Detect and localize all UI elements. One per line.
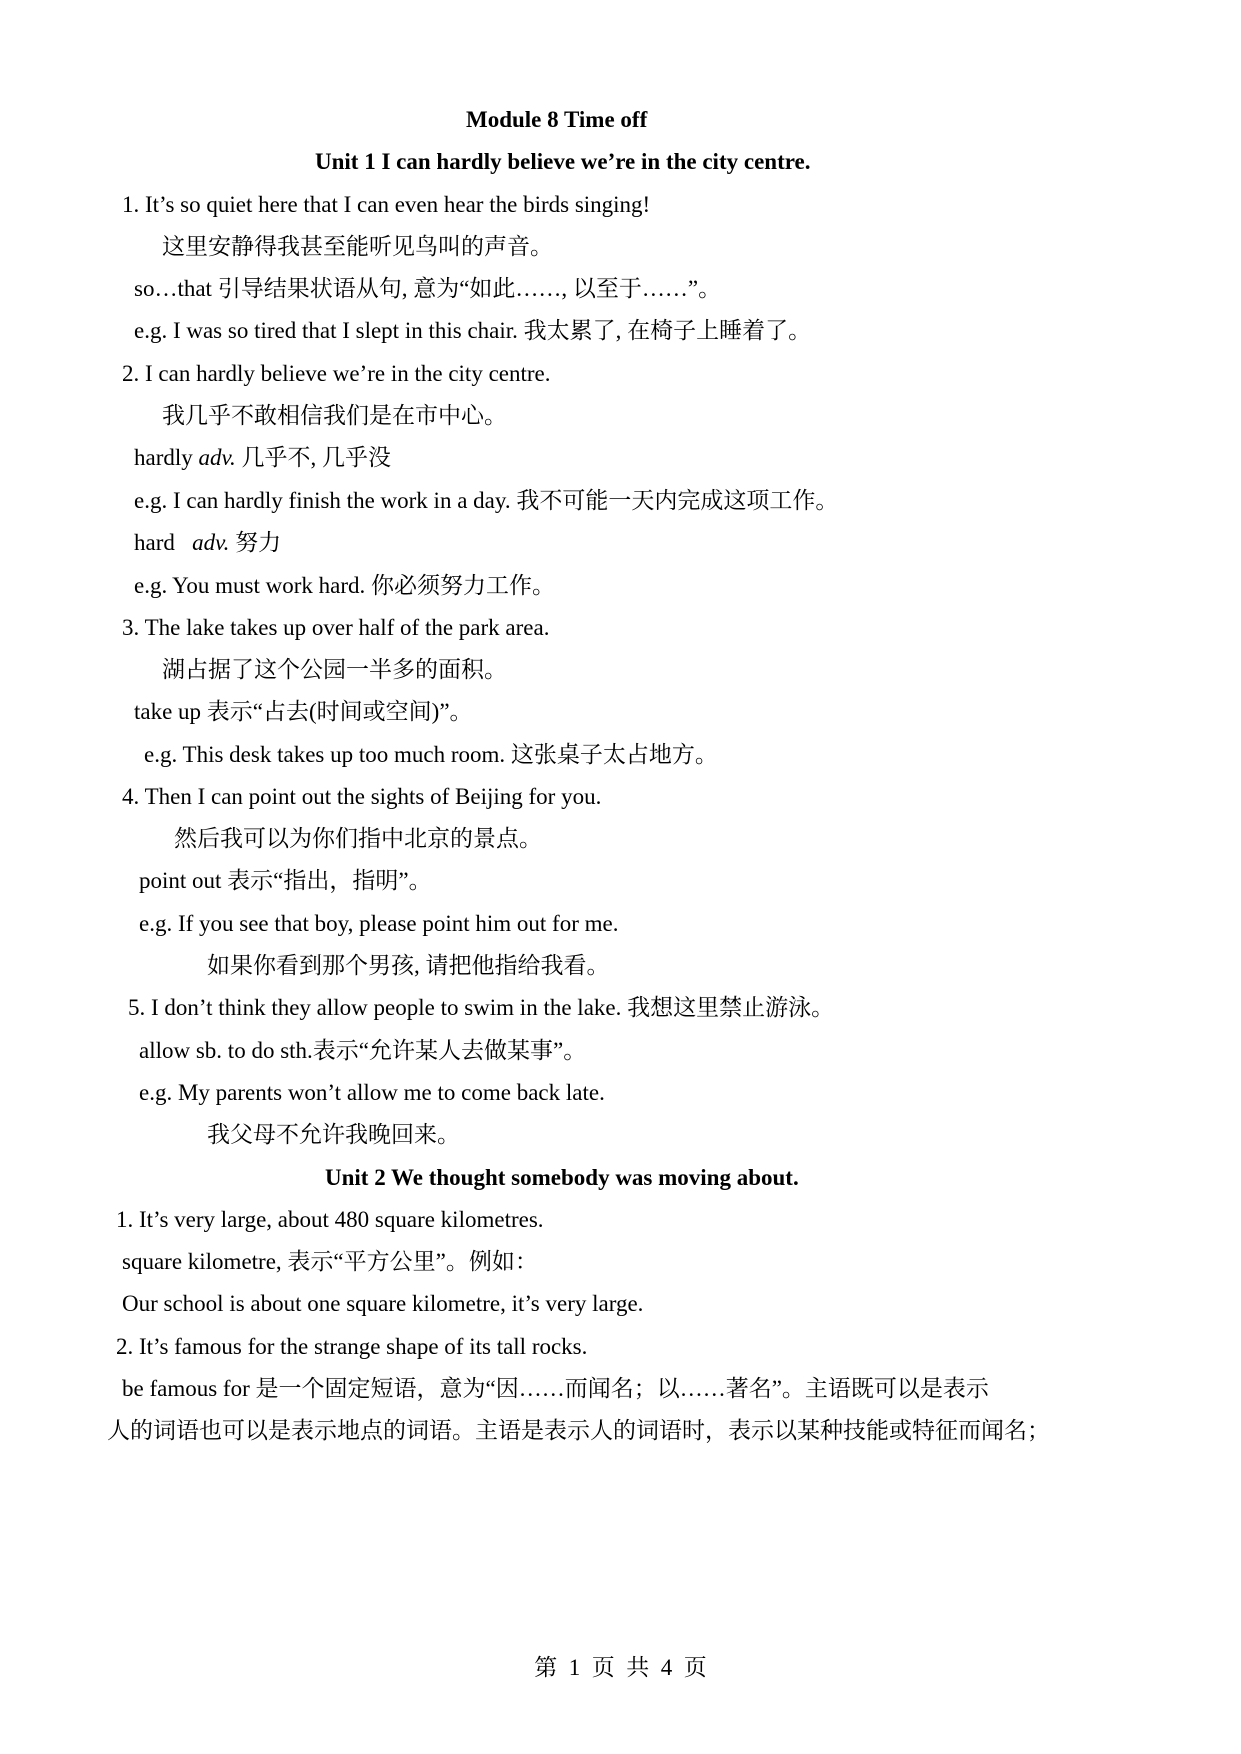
unit1-item3-note: take up 表示“占去(时间或空间)”。: [134, 699, 473, 724]
unit1-item2-note2: [134, 528, 281, 558]
unit1-item5-sentence: 5. I don’t think they allow people to swim in the lake. 我想这里禁止游泳。: [128, 995, 835, 1020]
unit1-item1-note: so…that 引导结果状语从句, 意为“如此……, 以至于……”。: [134, 276, 722, 301]
unit1-item2-sentence: 2. I can hardly believe we’re in the city centre.: [122, 361, 551, 386]
unit1-item1-translation: 这里安静得我甚至能听见鸟叫的声音。: [162, 234, 553, 259]
unit1-item5-example: e.g. My parents won’t allow me to come back late.: [139, 1080, 605, 1105]
unit1-item4-sentence: 4. Then I can point out the sights of Beijing for you.: [122, 784, 602, 809]
unit1-item2-note1: [134, 443, 391, 473]
unit2-title: Unit 2 We thought somebody was moving about.: [325, 1165, 799, 1190]
unit1-item4-translation: 然后我可以为你们指中北京的景点。: [174, 826, 542, 851]
unit1-item1-example: e.g. I was so tired that I slept in this chair. 我太累了, 在椅子上睡着了。: [134, 318, 812, 343]
part-of-speech: adv.: [198, 445, 236, 470]
unit1-item2-example2: e.g. You must work hard. 你必须努力工作。: [134, 573, 556, 598]
unit1-item4-example: e.g. If you see that boy, please point him out for me.: [139, 911, 619, 936]
unit2-item2-sentence: 2. It’s famous for the strange shape of its tall rocks.: [116, 1334, 588, 1359]
vocab-word: hardly: [134, 445, 199, 470]
module-title: Module 8 Time off: [466, 107, 648, 132]
part-of-speech: adv.: [192, 530, 230, 555]
unit2-item2-note-line1: be famous for 是一个固定短语，意为“因……而闻名；以……著名”。主语既可以是表示: [122, 1376, 989, 1401]
unit1-item5-example-translation: 我父母不允许我晚回来。: [207, 1122, 460, 1147]
unit2-item1-note: square kilometre, 表示“平方公里”。例如：: [122, 1249, 538, 1274]
vocab-meaning: 几乎不, 几乎没: [235, 445, 392, 470]
page-number-footer: 第 1 页 共 4 页: [534, 1655, 707, 1680]
unit2-item1-sentence: 1. It’s very large, about 480 square kilometres.: [116, 1207, 544, 1232]
vocab-word: hard: [134, 530, 193, 555]
unit1-title: Unit 1 I can hardly believe we’re in the city centre.: [315, 149, 811, 174]
unit1-item3-sentence: 3. The lake takes up over half of the park area.: [122, 615, 550, 640]
unit2-item1-example: Our school is about one square kilometre, it’s very large.: [122, 1291, 644, 1316]
vocab-meaning: 努力: [229, 530, 282, 555]
unit1-item3-example: e.g. This desk takes up too much room. 这张桌子太占地方。: [144, 742, 718, 767]
unit1-item4-example-translation: 如果你看到那个男孩, 请把他指给我看。: [207, 953, 610, 978]
unit2-item2-note-line2: 人的词语也可以是表示地点的词语。主语是表示人的词语时，表示以某种技能或特征而闻名；: [107, 1418, 1050, 1443]
unit1-item1-sentence: 1. It’s so quiet here that I can even hear the birds singing!: [122, 192, 651, 217]
unit1-item4-note: point out 表示“指出，指明”。: [139, 868, 432, 893]
unit1-item2-translation: 我几乎不敢相信我们是在市中心。: [162, 403, 507, 428]
unit1-item2-example1: e.g. I can hardly finish the work in a day. 我不可能一天内完成这项工作。: [134, 488, 839, 513]
unit1-item5-note: allow sb. to do sth.表示“允许某人去做某事”。: [139, 1038, 587, 1063]
unit1-item3-translation: 湖占据了这个公园一半多的面积。: [162, 657, 507, 682]
